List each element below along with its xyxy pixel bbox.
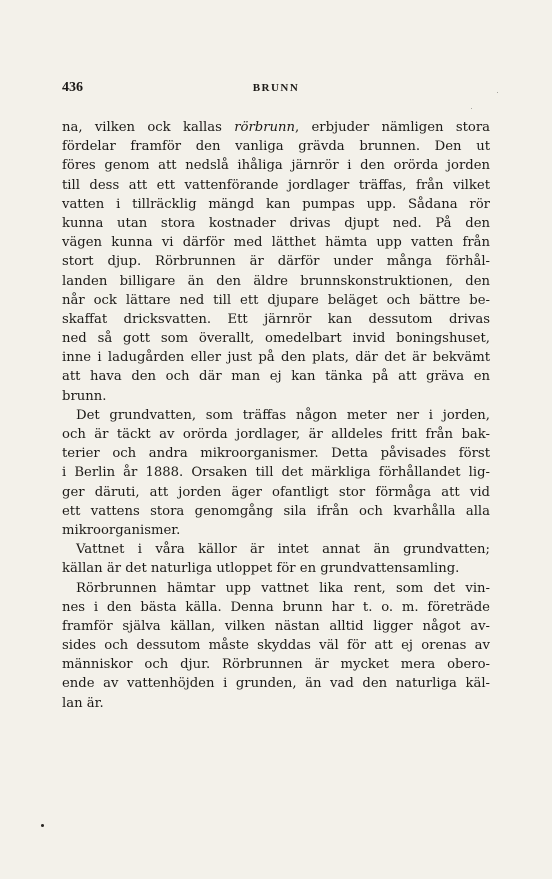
text-line: framför själva källan, vilken nästan alltid ligger något av- — [62, 618, 490, 634]
body-text — [62, 118, 490, 713]
text-line: stort djup. Rörbrunnen är därför under många förhål- — [62, 254, 490, 270]
text-line: föres genom att nedslå ihåliga järnrör i den orörda jorden — [62, 158, 490, 174]
running-head: BRUNN — [252, 82, 300, 94]
text-line: ned så gott som överallt, omedelbart invid boningshuset, — [62, 331, 490, 347]
text-line: ger däruti, att jorden äger ofantligt stor förmåga att vid — [62, 484, 490, 500]
text-line: och är täckt av orörda jordlager, är alldeles fritt från bak- — [62, 427, 490, 442]
text-line: mikroorganismer. — [62, 522, 181, 538]
text-line: källan är det naturliga utloppet för en grundvattensamling. — [62, 561, 460, 577]
page-number: 436 — [62, 80, 83, 95]
text-line: landen billigare än den äldre brunnskonstruktionen, den — [62, 273, 490, 289]
text-line: terier och andra mikroorganismer. Detta påvisades först — [62, 446, 490, 462]
text-line: ett vattens stora genomgång sila ifrån och kvarhålla alla — [62, 503, 490, 519]
text-line: att hava den och där man ej kan tänka på att gräva en — [62, 369, 490, 385]
ink-speck — [41, 824, 44, 827]
text-line: i Berlin år 1888. Orsaken till det märkliga förhållandet lig- — [62, 465, 490, 481]
text-line: vägen kunna vi därför med lätthet hämta upp vatten från — [62, 235, 490, 251]
text-line: inne i ladugården eller just på den plats, där det är bekvämt — [62, 350, 490, 366]
text-line: Rörbrunnen hämtar upp vattnet lika rent, som det vin- — [76, 580, 490, 596]
text-line: lan är. — [62, 695, 104, 711]
text-line: sides och dessutom måste skyddas väl för att ej orenas av — [62, 638, 490, 654]
ink-speck — [471, 108, 472, 109]
text-line: når ock lättare ned till ett djupare beläget och bättre be- — [62, 292, 490, 308]
text-line: nes i den bästa källa. Denna brunn har t. o. m. företräde — [62, 599, 490, 615]
ink-speck — [497, 92, 498, 93]
text-line: brunn. — [62, 388, 107, 404]
text-line: na, vilken ock kallas rörbrunn, erbjuder nämligen stora — [62, 120, 490, 135]
text-line: människor och djur. Rörbrunnen är mycket mera obero- — [62, 657, 490, 673]
page-header — [62, 80, 490, 100]
text-line: vatten i tillräcklig mängd kan pumpas upp. Sådana rör — [62, 196, 490, 212]
text-line: Det grundvatten, som träffas någon meter ner i jorden, — [76, 407, 490, 423]
text-line: till dess att ett vattenförande jordlager träffas, från vilket — [62, 177, 490, 193]
text-line: Vattnet i våra källor är intet annat än grundvatten; — [76, 542, 490, 558]
text-line: kunna utan stora kostnader drivas djupt ned. På den — [62, 215, 490, 231]
text-line: skaffat dricksvatten. Ett järnrör kan dessutom drivas — [62, 311, 490, 327]
text-line: ende av vattenhöjden i grunden, än vad den naturliga käl- — [62, 676, 490, 692]
text-line: fördelar framför den vanliga grävda brunnen. Den ut — [62, 139, 490, 155]
